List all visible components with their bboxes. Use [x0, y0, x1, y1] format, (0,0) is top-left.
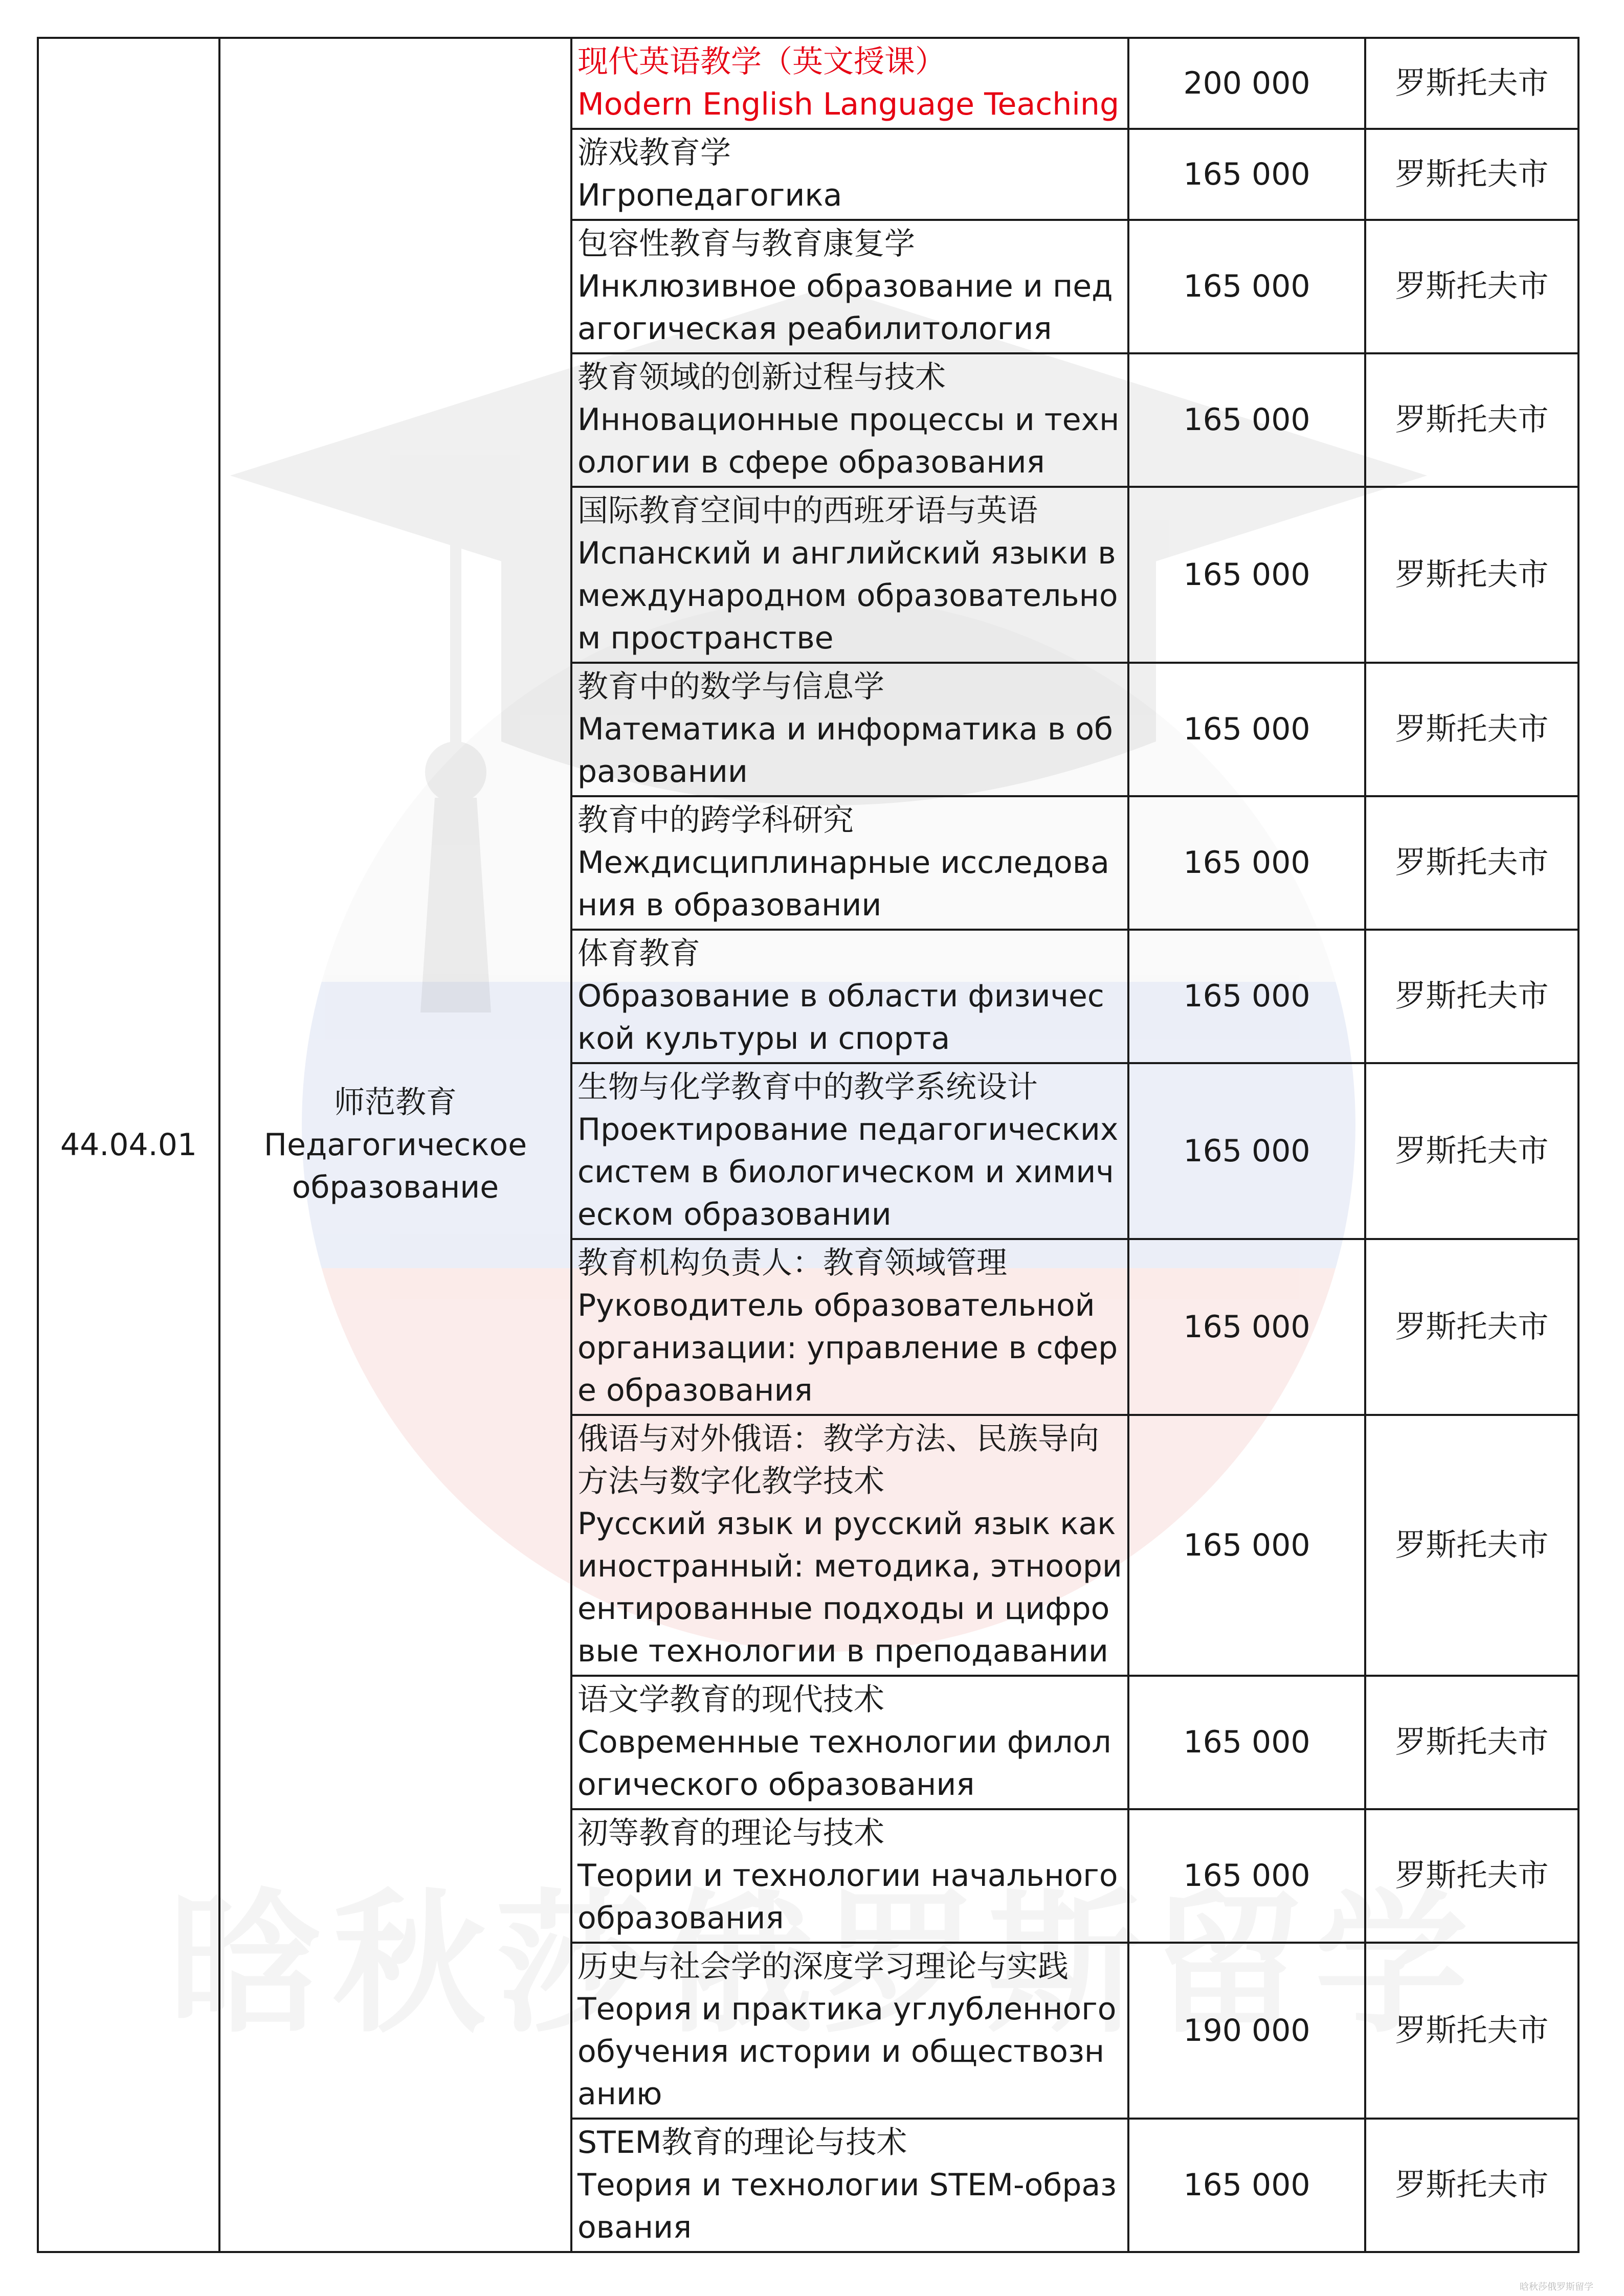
program-name-cell — [571, 930, 1128, 1063]
tuition-price-cell: 165 000 — [1128, 663, 1365, 796]
tuition-price-cell: 165 000 — [1128, 1809, 1365, 1943]
program-name-zh: 现代英语教学（英文授课） — [577, 44, 946, 80]
tuition-price-cell: 165 000 — [1128, 220, 1365, 353]
tuition-price-cell: 165 000 — [1128, 796, 1365, 930]
program-name-cell — [571, 38, 1128, 129]
city-cell: 罗斯托夫市 — [1365, 2119, 1578, 2252]
city-cell: 罗斯托夫市 — [1365, 796, 1578, 930]
program-name-cell — [571, 1809, 1128, 1943]
programs-table — [37, 37, 1579, 2253]
program-name-zh: 历史与社会学的深度学习理论与实践 — [577, 1949, 1069, 1985]
program-name-cell — [571, 1943, 1128, 2119]
program-name-cell — [571, 129, 1128, 220]
tuition-price-cell: 165 000 — [1128, 1415, 1365, 1676]
program-name-foreign: Инновационные процессы и технологии в сфере образования — [577, 402, 1120, 480]
tuition-price-cell: 165 000 — [1128, 353, 1365, 487]
city-cell: 罗斯托夫市 — [1365, 930, 1578, 1063]
program-name-cell — [571, 663, 1128, 796]
program-name-foreign: Современные технологии филологического образования — [577, 1724, 1111, 1803]
table-body — [38, 38, 1578, 2252]
program-name-zh: 语文学教育的现代技术 — [577, 1682, 884, 1718]
program-name-zh: STEM教育的理论与技术 — [577, 2125, 907, 2160]
program-name-foreign: Игропедагогика — [577, 177, 842, 213]
program-name-zh: 体育教育 — [577, 936, 700, 972]
tuition-price-cell: 190 000 — [1128, 1943, 1365, 2119]
program-name-zh: 生物与化学教育中的教学系统设计 — [577, 1069, 1038, 1105]
program-name-foreign: Проектирование педагогических систем в биологическом и химическом образовании — [577, 1112, 1119, 1232]
city-cell: 罗斯托夫市 — [1365, 1239, 1578, 1415]
program-name-foreign: Испанский и английский языки в международном образовательном пространстве — [577, 535, 1118, 656]
program-name-cell — [571, 2119, 1128, 2252]
program-name-cell — [571, 1063, 1128, 1239]
field-name-zh: 师范教育 — [334, 1084, 457, 1120]
city-cell: 罗斯托夫市 — [1365, 220, 1578, 353]
program-name-foreign: Теория и технологии STEM-образования — [577, 2167, 1117, 2245]
city-cell: 罗斯托夫市 — [1365, 1063, 1578, 1239]
program-name-foreign: Математика и информатика в образовании — [577, 711, 1114, 790]
city-cell: 罗斯托夫市 — [1365, 129, 1578, 220]
program-name-foreign: Руководитель образовательной организации: управление в сфере образования — [577, 1288, 1118, 1408]
program-name-foreign: Инклюзивное образование и педагогическая реабилитология — [577, 268, 1113, 347]
tuition-price-cell: 165 000 — [1128, 930, 1365, 1063]
tuition-price-cell: 165 000 — [1128, 2119, 1365, 2252]
tuition-price-cell: 165 000 — [1128, 1239, 1365, 1415]
program-name-foreign: Русский язык и русский язык как иностранный: методика, этноориентированные подходы и цифровые технологии в преподавании — [577, 1506, 1122, 1669]
city-cell: 罗斯托夫市 — [1365, 1676, 1578, 1809]
program-name-zh: 初等教育的理论与技术 — [577, 1815, 884, 1851]
program-name-zh: 教育机构负责人：教育领域管理 — [577, 1245, 1007, 1281]
field-name-cell — [219, 38, 571, 2252]
program-name-cell — [571, 487, 1128, 663]
program-name-zh: 教育中的跨学科研究 — [577, 802, 854, 838]
table-row — [38, 38, 1578, 129]
program-name-foreign: Теории и технологии начального образования — [577, 1858, 1118, 1936]
field-name-ru: Педагогическое образование — [263, 1127, 527, 1205]
city-cell: 罗斯托夫市 — [1365, 1415, 1578, 1676]
program-name-zh: 教育领域的创新过程与技术 — [577, 359, 946, 395]
program-name-cell — [571, 1415, 1128, 1676]
city-cell: 罗斯托夫市 — [1365, 38, 1578, 129]
tuition-price-cell: 165 000 — [1128, 487, 1365, 663]
program-name-cell — [571, 796, 1128, 930]
program-name-zh: 俄语与对外俄语：教学方法、民族导向方法与数字化教学技术 — [577, 1421, 1099, 1499]
program-name-cell — [571, 1239, 1128, 1415]
program-name-foreign: Теория и практика углубленного обучения истории и обществознанию — [577, 1991, 1117, 2112]
program-name-cell — [571, 353, 1128, 487]
program-name-cell — [571, 220, 1128, 353]
tuition-price-cell: 165 000 — [1128, 1063, 1365, 1239]
footer-mark: 晗秋莎俄罗斯留学 — [1520, 2282, 1593, 2292]
program-code-cell: 44.04.01 — [38, 38, 219, 2252]
program-name-zh: 包容性教育与教育康复学 — [577, 226, 915, 262]
city-cell: 罗斯托夫市 — [1365, 663, 1578, 796]
program-name-cell — [571, 1676, 1128, 1809]
program-name-zh: 国际教育空间中的西班牙语与英语 — [577, 493, 1038, 529]
program-name-foreign: Modern English Language Teaching — [577, 86, 1120, 122]
city-cell: 罗斯托夫市 — [1365, 487, 1578, 663]
program-name-zh: 游戏教育学 — [577, 135, 731, 171]
program-name-zh: 教育中的数学与信息学 — [577, 669, 884, 705]
city-cell: 罗斯托夫市 — [1365, 353, 1578, 487]
program-name-foreign: Междисциплинарные исследования в образовании — [577, 845, 1109, 923]
program-name-foreign: Образование в области физической культуры и спорта — [577, 978, 1104, 1056]
city-cell: 罗斯托夫市 — [1365, 1943, 1578, 2119]
tuition-price-cell: 165 000 — [1128, 129, 1365, 220]
tuition-price-cell: 200 000 — [1128, 38, 1365, 129]
tuition-price-cell: 165 000 — [1128, 1676, 1365, 1809]
city-cell: 罗斯托夫市 — [1365, 1809, 1578, 1943]
